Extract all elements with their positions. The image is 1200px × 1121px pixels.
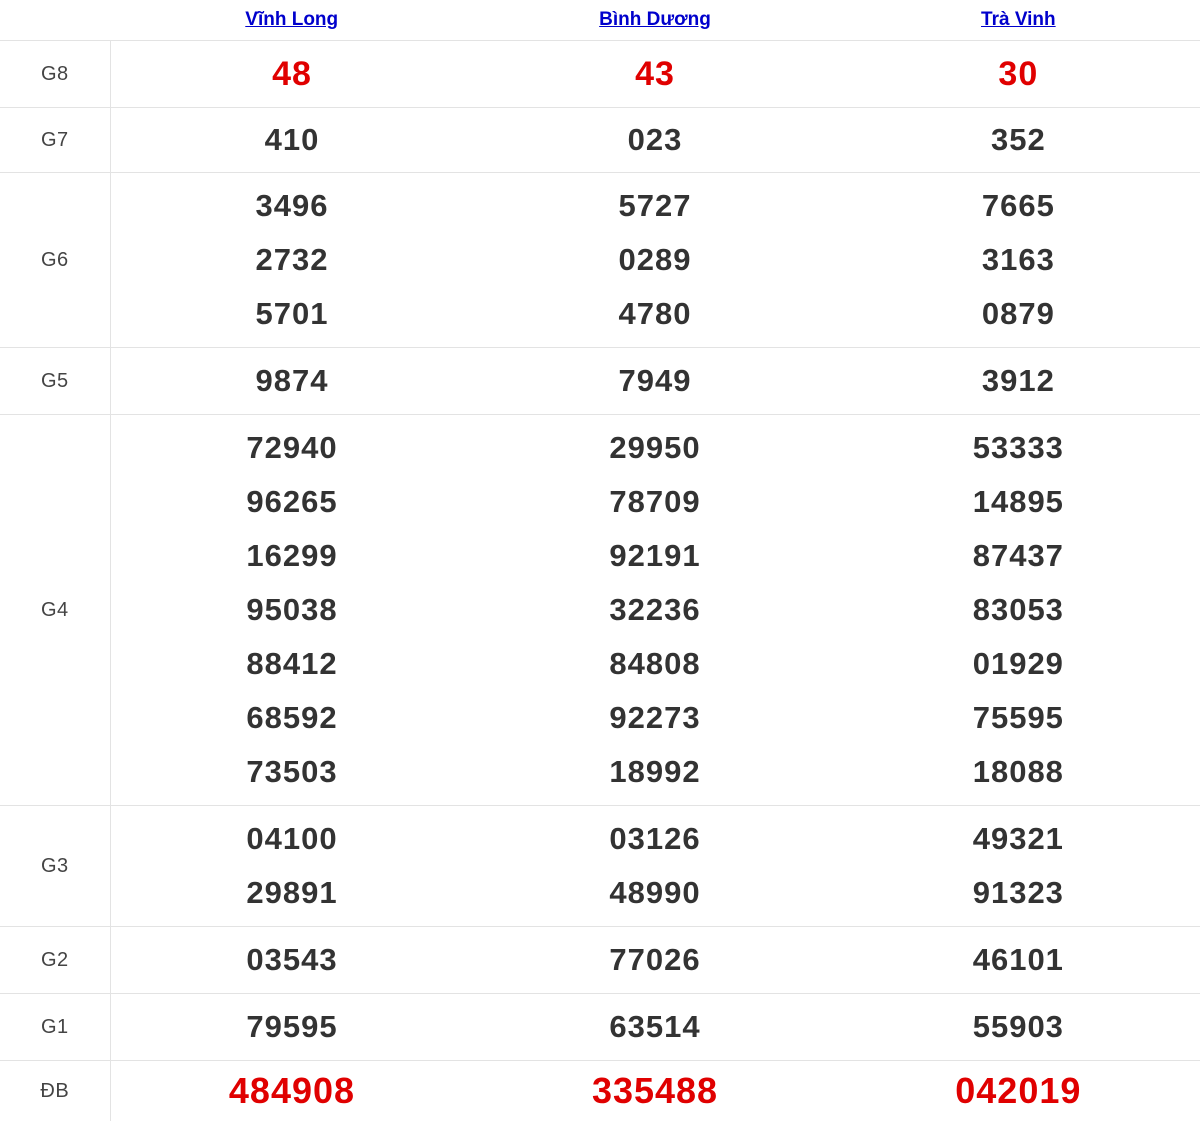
prize-label-g1: G1 [0, 994, 110, 1061]
prize-number: 3912 [837, 348, 1200, 414]
prize-cell-g8-vinh-long [110, 41, 473, 108]
prize-number: 042019 [837, 1061, 1200, 1121]
table-body [0, 41, 1200, 1121]
prize-number: 87437 [837, 529, 1200, 583]
prize-number: 352 [837, 108, 1200, 172]
prize-number: 3496 [111, 179, 474, 233]
prize-label-g6: G6 [0, 173, 110, 348]
prize-cell-db-tra-vinh [837, 1061, 1200, 1121]
prize-number: 4780 [473, 287, 836, 341]
prize-number: 48 [111, 41, 474, 107]
prize-cell-g4-tra-vinh [837, 415, 1200, 806]
prize-label-g7: G7 [0, 108, 110, 173]
prize-number: 18992 [473, 745, 836, 799]
prize-cell-g6-tra-vinh [837, 173, 1200, 348]
prize-number: 73503 [111, 745, 474, 799]
prize-number: 0879 [837, 287, 1200, 341]
prize-number: 04100 [111, 812, 474, 866]
prize-number: 5727 [473, 179, 836, 233]
prize-number: 84808 [473, 637, 836, 691]
prize-number: 5701 [111, 287, 474, 341]
prize-number: 72940 [111, 421, 474, 475]
header-province-3 [837, 0, 1200, 41]
prize-number: 49321 [837, 812, 1200, 866]
prize-cell-db-binh-duong [473, 1061, 836, 1121]
table-row [0, 806, 1200, 927]
prize-number: 92273 [473, 691, 836, 745]
prize-cell-g4-binh-duong [473, 415, 836, 806]
table-row [0, 927, 1200, 994]
prize-number: 79595 [111, 994, 474, 1060]
prize-number: 16299 [111, 529, 474, 583]
prize-number: 88412 [111, 637, 474, 691]
prize-label-g3: G3 [0, 806, 110, 927]
prize-number: 53333 [837, 421, 1200, 475]
prize-cell-g2-binh-duong [473, 927, 836, 994]
prize-cell-db-vinh-long [110, 1061, 473, 1121]
prize-cell-g1-tra-vinh [837, 994, 1200, 1061]
prize-cell-g1-binh-duong [473, 994, 836, 1061]
prize-cell-g3-vinh-long [110, 806, 473, 927]
prize-label-g8: G8 [0, 41, 110, 108]
prize-number: 29950 [473, 421, 836, 475]
prize-number: 32236 [473, 583, 836, 637]
table-row [0, 41, 1200, 108]
prize-number: 55903 [837, 994, 1200, 1060]
prize-cell-g5-vinh-long [110, 348, 473, 415]
table-row [0, 1061, 1200, 1121]
table-row [0, 348, 1200, 415]
prize-cell-g2-vinh-long [110, 927, 473, 994]
table-row [0, 173, 1200, 348]
prize-number: 18088 [837, 745, 1200, 799]
prize-number: 29891 [111, 866, 474, 920]
prize-number: 335488 [473, 1061, 836, 1121]
prize-number: 14895 [837, 475, 1200, 529]
prize-number: 01929 [837, 637, 1200, 691]
prize-number: 9874 [111, 348, 474, 414]
prize-cell-g5-tra-vinh [837, 348, 1200, 415]
prize-number: 77026 [473, 927, 836, 993]
prize-cell-g7-vinh-long [110, 108, 473, 173]
prize-number: 48990 [473, 866, 836, 920]
prize-number: 7665 [837, 179, 1200, 233]
header-corner-cell [0, 0, 110, 41]
prize-number: 484908 [111, 1061, 474, 1121]
prize-cell-g1-vinh-long [110, 994, 473, 1061]
province-link-vinh-long[interactable]: Vĩnh Long [245, 9, 338, 30]
header-province-1 [110, 0, 473, 41]
prize-number: 96265 [111, 475, 474, 529]
prize-label-g2: G2 [0, 927, 110, 994]
header-province-2 [473, 0, 836, 41]
prize-cell-g6-vinh-long [110, 173, 473, 348]
prize-number: 410 [111, 108, 474, 172]
header-row [0, 0, 1200, 41]
prize-number: 3163 [837, 233, 1200, 287]
prize-number: 46101 [837, 927, 1200, 993]
prize-number: 30 [837, 41, 1200, 107]
prize-number: 92191 [473, 529, 836, 583]
prize-cell-g7-binh-duong [473, 108, 836, 173]
prize-number: 2732 [111, 233, 474, 287]
prize-number: 023 [473, 108, 836, 172]
table-row [0, 108, 1200, 173]
prize-cell-g8-binh-duong [473, 41, 836, 108]
prize-number: 43 [473, 41, 836, 107]
table-row [0, 994, 1200, 1061]
prize-number: 0289 [473, 233, 836, 287]
prize-label-g4: G4 [0, 415, 110, 806]
prize-cell-g3-binh-duong [473, 806, 836, 927]
prize-number: 63514 [473, 994, 836, 1060]
table-header [0, 0, 1200, 41]
prize-number: 78709 [473, 475, 836, 529]
prize-cell-g8-tra-vinh [837, 41, 1200, 108]
province-link-binh-duong[interactable]: Bình Dương [599, 9, 711, 30]
prize-number: 91323 [837, 866, 1200, 920]
prize-cell-g5-binh-duong [473, 348, 836, 415]
prize-number: 75595 [837, 691, 1200, 745]
prize-number: 95038 [111, 583, 474, 637]
prize-label-g5: G5 [0, 348, 110, 415]
prize-number: 03543 [111, 927, 474, 993]
prize-cell-g4-vinh-long [110, 415, 473, 806]
prize-cell-g2-tra-vinh [837, 927, 1200, 994]
prize-number: 83053 [837, 583, 1200, 637]
prize-number: 68592 [111, 691, 474, 745]
prize-number: 7949 [473, 348, 836, 414]
prize-cell-g7-tra-vinh [837, 108, 1200, 173]
prize-label-db: ĐB [0, 1061, 110, 1121]
prize-cell-g6-binh-duong [473, 173, 836, 348]
table-row [0, 415, 1200, 806]
province-link-tra-vinh[interactable]: Trà Vinh [981, 9, 1056, 30]
prize-number: 03126 [473, 812, 836, 866]
prize-cell-g3-tra-vinh [837, 806, 1200, 927]
